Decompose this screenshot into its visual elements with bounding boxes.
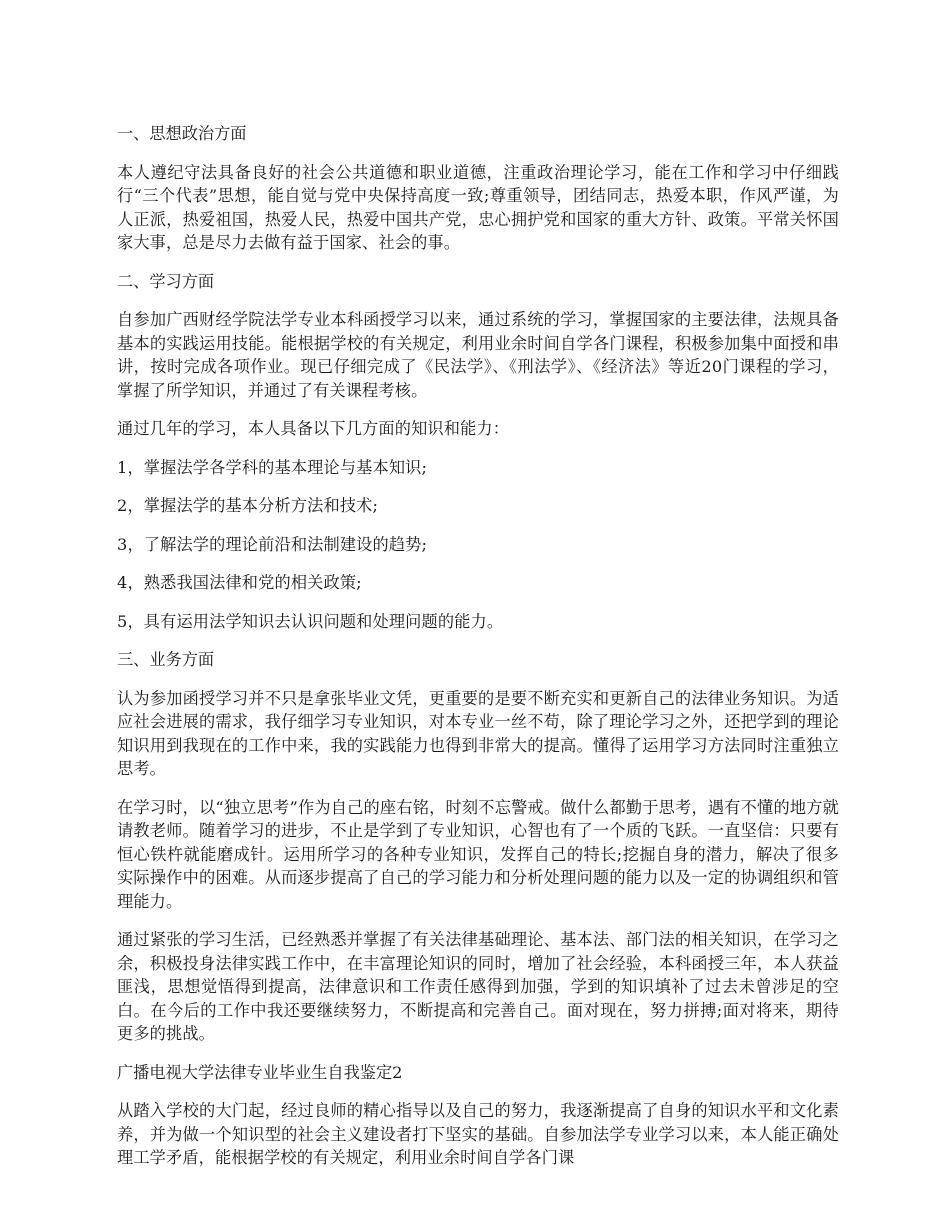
section-heading-study: 二、学习方面 xyxy=(117,271,215,291)
article-title-2: 广播电视大学法律专业毕业生自我鉴定2 xyxy=(117,1062,403,1082)
paragraph-politics: 本人遵纪守法具备良好的社会公共道德和职业道德，注重政治理论学习，能在工作和学习中仔细践行“三个代表”思想，能自觉与党中央保持高度一致;尊重领导，团结同志，热爱本职，作风严谨，为人正派，热爱祖国，热爱人民，热爱中国共产党，忠心拥护党和国家的重大方针、政策。平常关怀国家大事，总是尽力去做有益于国家、社会的事。 xyxy=(117,162,839,252)
list-item: 3，了解法学的理论前沿和法制建设的趋势; xyxy=(117,534,428,554)
paragraph-practice: 通过紧张的学习生活，已经熟悉并掌握了有关法律基础理论、基本法、部门法的相关知识，在学习之余，积极投身法律实践工作中，在丰富理论知识的同时，增加了社会经验，本科函授三年，本人获益匪浅，思想觉悟得到提高，法律意识和工作责任感得到加强，学到的知识填补了过去未曾涉足的空白。在今后的工作中我还要继续努力，不断提高和完善自己。面对现在，努力拼搏;面对将来，期待更多的挑战。 xyxy=(117,930,839,1043)
paragraph-study: 自参加广西财经学院法学专业本科函授学习以来，通过系统的学习，掌握国家的主要法律，法规具备基本的实践运用技能。能根据学校的有关规定，利用业余时间自学各门课程，积极参加集中面授和串讲，按时完成各项作业。现已仔细完成了《民法学》、《刑法学》、《经济法》等近20门课程的学习，掌握了所学知识，并通过了有关课程考核。 xyxy=(117,310,839,400)
list-item: 1，掌握法学各学科的基本理论与基本知识; xyxy=(117,457,428,477)
section-heading-politics: 一、思想政治方面 xyxy=(117,124,247,143)
paragraph-business: 认为参加函授学习并不只是拿张毕业文凭，更重要的是要不断充实和更新自己的法律业务知识。为适应社会进展的需求，我仔细学习专业知识，对本专业一丝不苟，除了理论学习之外，还把学到的理论知识用到我现在的工作中来，我的实践能力也得到非常大的提高。懂得了运用学习方法同时注重独立思考。 xyxy=(117,688,839,778)
section-heading-business: 三、业务方面 xyxy=(117,650,215,669)
paragraph-article-2: 从踏入学校的大门起，经过良师的精心指导以及自己的努力，我逐渐提高了自身的知识水平和文化素养，并为做一个知识型的社会主义建设者打下坚实的基础。自参加法学专业学习以来，本人能正确处理工学矛盾，能根据学校的有关规定，利用业余时间自学各门课 xyxy=(117,1101,839,1167)
list-item: 2，掌握法学的基本分析方法和技术; xyxy=(117,496,379,515)
paragraph-abilities-intro: 通过几年的学习，本人具备以下几方面的知识和能力： xyxy=(117,419,510,438)
document-page xyxy=(117,122,839,1185)
list-item: 5，具有运用法学知识去认识问题和处理问题的能力。 xyxy=(117,611,504,631)
list-item: 4，熟悉我国法律和党的相关政策; xyxy=(117,573,362,592)
paragraph-independent-thinking: 在学习时，以“独立思考”作为自己的座右铭，时刻不忘警戒。做什么都勤于思考，遇有不懂的地方就请教老师。随着学习的进步，不止是学到了专业知识，心智也有了一个质的飞跃。一直坚信：只要有恒心铁杵就能磨成针。运用所学习的各种专业知识，发挥自己的特长;挖掘自身的潜力，解决了很多实际操作中的困难。从而逐步提高了自己的学习能力和分析处理问题的能力以及一定的协调组织和管理能力。 xyxy=(117,797,839,911)
